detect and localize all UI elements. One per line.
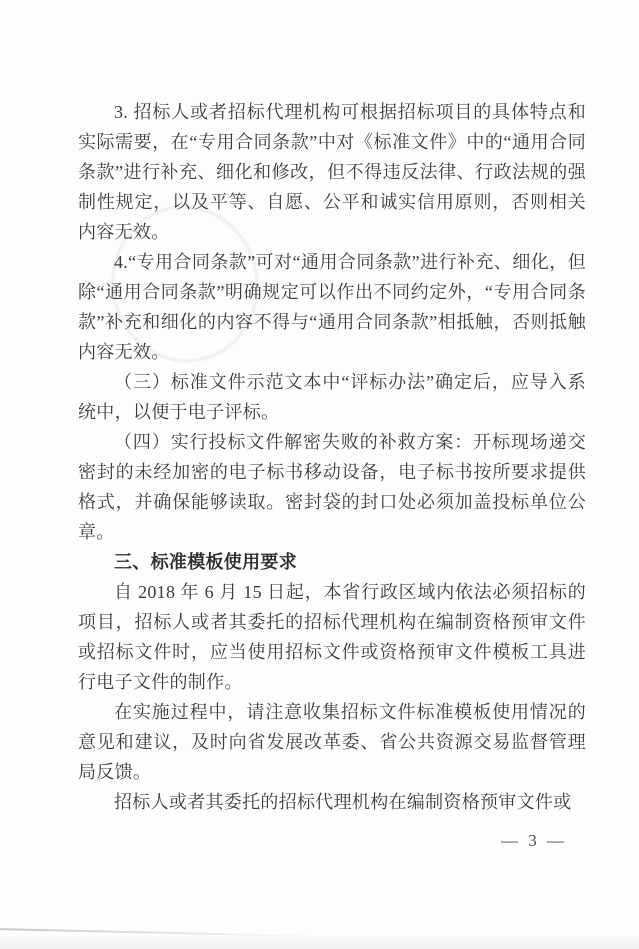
paragraph-feedback: 在实施过程中，请注意收集招标文件标准模板使用情况的意见和建议，及时向省发展改革委、省公共资源交易监督管理局反馈。 [78,702,586,782]
paragraph-continuation: 招标人或者其委托的招标代理机构在编制资格预审文件或 [114,792,572,812]
document-body [78,97,586,817]
paragraph-item-3: 3. 招标人或者招标代理机构可根据招标项目的具体特点和实际需要，在“专用合同条款”中对《标准文件》中的“通用合同条款”进行补充、细化和修改，但不得违反法律、行政法规的强制性规定，以及平等、自愿、公平和诚实信用原则，否则相关内容无效。 [78,102,586,242]
paper-edge-shadow [0,935,639,949]
page-number: — 3 — [501,831,567,850]
paragraph-item-san: （三）标准文件示范文本中“评标办法”确定后，应导入系统中，以便于电子评标。 [78,372,586,422]
paragraph-template-usage: 自 2018 年 6 月 15 日起，本省行政区域内依法必须招标的项目，招标人或者其委托的招标代理机构在编制资格预审文件或招标文件时，应当使用招标文件或资格预审文件模板工具进行电子文件的制作。 [78,582,586,692]
paragraph-item-si: （四）实行投标文件解密失败的补救方案：开标现场递交密封的未经加密的电子标书移动设备，电子标书按所要求提供格式，并确保能够读取。密封袋的封口处必须加盖投标单位公章。 [78,432,586,542]
paragraph-item-4: 4.“专用合同条款”可对“通用合同条款”进行补充、细化，但除“通用合同条款”明确规定可以作出不同约定外，“专用合同条款”补充和细化的内容不得与“通用合同条款”相抵触，否则抵触内容无效。 [78,252,586,362]
section-heading: 三、标准模板使用要求 [114,552,297,572]
